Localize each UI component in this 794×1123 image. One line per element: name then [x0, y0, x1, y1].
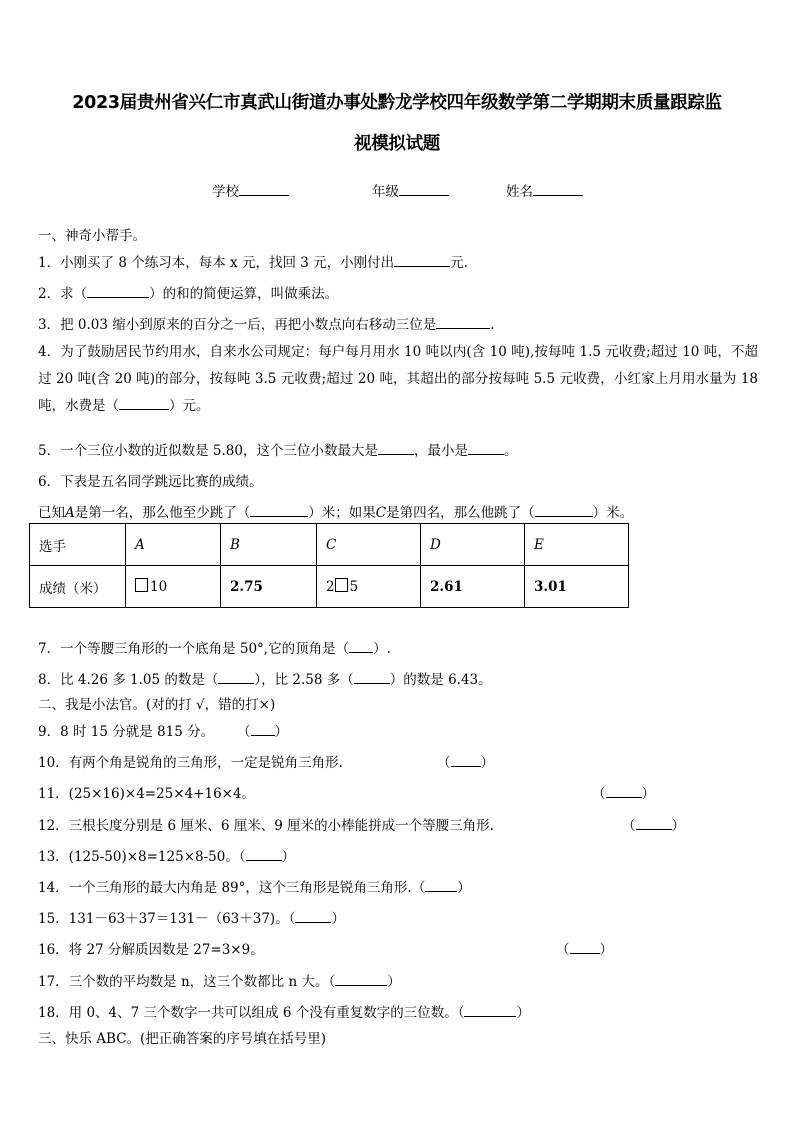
question-15: [38, 907, 345, 927]
name-label: 姓名: [506, 184, 533, 200]
question-17: [38, 970, 401, 990]
question-8: [38, 668, 492, 688]
score-b-cell: 2.75: [221, 566, 317, 608]
question-5-blank-min: [468, 440, 504, 455]
question-11: 11．(25×16)×4=25×4+16×4。: [38, 786, 256, 802]
question-4-blank: [119, 395, 169, 410]
paren-left: （: [238, 849, 246, 865]
question-6-line2: [38, 501, 633, 521]
score-a-value: 10: [150, 579, 168, 595]
question-13: [38, 845, 295, 865]
grade-field: [372, 180, 449, 200]
question-13-text: 13．(125-50)×8=125×8-50。: [38, 849, 239, 865]
school-field: [212, 180, 289, 200]
question-2-tail: ）的和的简便运算，叫做乘法。: [149, 286, 339, 302]
table-header-cell: B: [221, 524, 317, 566]
question-7-tail: ）.: [373, 641, 391, 657]
q6-text-b: 是第一名，那么他至少跳了（: [74, 505, 251, 521]
question-5-blank-max: [378, 440, 414, 455]
grade-label: 年级: [372, 184, 399, 200]
question-4: [38, 339, 758, 420]
paren-right: ）: [671, 818, 685, 834]
question-3-tail: .: [490, 317, 495, 333]
missing-digit-box: [335, 578, 348, 592]
exam-title-line2: 视模拟试题: [354, 134, 440, 154]
question-18-text: 18．用 0、4、7 三个数字一共可以组成 6 个没有重复数字的三位数。: [38, 1005, 458, 1021]
school-label: 学校: [212, 184, 239, 200]
name-field: [506, 180, 583, 200]
question-4-tail: ）元。: [169, 398, 210, 414]
question-18: [38, 1001, 530, 1021]
answer-blank: [295, 908, 331, 923]
question-14: [38, 876, 471, 896]
question-9: 9．8 时 15 分就是 815 分。: [38, 724, 215, 740]
question-3: [38, 313, 495, 333]
question-11-answer: [592, 782, 655, 802]
question-3-blank: [436, 314, 490, 329]
question-5-tail: 。: [503, 443, 518, 459]
paren-right: ）: [274, 724, 288, 740]
answer-blank: [246, 846, 282, 861]
paren-left: （: [328, 974, 336, 990]
score-e-cell: 3.01: [525, 566, 629, 608]
name-blank: [533, 181, 583, 196]
question-1: [38, 251, 468, 271]
question-10-answer: [437, 751, 494, 771]
q6-var-c: C: [375, 505, 387, 521]
question-9-answer: [237, 720, 288, 740]
question-1-text: 1．小刚买了 8 个练习本，每本 x 元，找回 3 元，小刚付出: [38, 255, 395, 271]
score-a-cell: [126, 566, 221, 608]
table-row-label: 成绩（米）: [30, 566, 126, 608]
paren-left: （: [457, 1005, 465, 1021]
section3-heading: 三、快乐 ABC。(把正确答案的序号填在括号里): [38, 1031, 327, 1047]
missing-digit-box: [135, 578, 148, 592]
score-c-pre: 2: [326, 579, 335, 595]
grade-blank: [399, 181, 449, 196]
paren-right: ）: [331, 911, 345, 927]
paren-right: ）: [599, 942, 613, 958]
question-1-blank: [394, 252, 450, 267]
paren-left: （: [237, 724, 251, 740]
question-8-tail: ）的数是 6.43。: [389, 672, 492, 688]
question-5-mid: ，最小是: [413, 443, 468, 459]
answer-blank: [451, 752, 481, 767]
score-c-post: 5: [349, 579, 359, 595]
answer-blank: [335, 971, 387, 986]
question-8-blank-1: [218, 669, 254, 684]
table-row-header: [30, 524, 629, 566]
table-header-cell: A: [126, 524, 221, 566]
question-12: 12．三根长度分别是 6 厘米、6 厘米、9 厘米的小棒能拼成一个等腰三角形.: [38, 818, 494, 834]
question-10: 10．有两个角是锐角的三角形，一定是锐角三角形.: [38, 755, 343, 771]
section2-heading: 二、我是小法官。(对的打 √，错的打×): [38, 697, 276, 713]
paren-left: （: [622, 818, 636, 834]
school-blank: [239, 181, 289, 196]
question-16: 16．将 27 分解质因数是 27=3×9。: [38, 942, 264, 958]
question-17-text: 17．三个数的平均数是 n，这三个数都比 n 大。: [38, 974, 329, 990]
question-4-text: 4．为了鼓励居民节约用水，自来水公司规定：每户每月用水 10 吨以内(含 10 吨),按每吨 1.5 元收费;超过 10 吨，不超过 20 吨(含 20 吨)的部分，按每吨 3.5 元收费;超过 20 吨，其超出的部分按每吨 5.5 元收费，小红家上月用水量为 18 吨，水费是（: [38, 344, 758, 414]
paren-right: ）: [281, 849, 296, 865]
question-6: 6．下表是五名同学跳远比赛的成绩。: [38, 474, 263, 490]
q6-text-c: ）米；如果: [308, 505, 376, 521]
section1-heading: 一、神奇小帮手。: [38, 228, 146, 244]
question-16-answer: [556, 938, 613, 958]
question-5: [38, 439, 517, 459]
question-8-blank-2: [354, 669, 390, 684]
score-d-cell: 2.61: [421, 566, 525, 608]
paren-right: ）: [457, 880, 471, 896]
table-header-cell: E: [525, 524, 629, 566]
question-15-text: 15．131－63＋37＝131－（63＋37)。: [38, 911, 289, 927]
question-2-text: 2．求（: [38, 286, 88, 302]
answer-blank: [606, 783, 642, 798]
table-row-scores: [30, 566, 629, 608]
question-14-text: 14．一个三角形的最大内角是 89°，这个三角形是锐角三角形.: [38, 880, 412, 896]
question-8-text: 8．比 4.26 多 1.05 的数是（: [38, 672, 219, 688]
paren-left: （: [411, 880, 426, 896]
question-7-blank: [349, 638, 373, 653]
q6-known: 已知: [38, 505, 65, 521]
score-c-cell: [317, 566, 421, 608]
paren-right: ）: [480, 755, 494, 771]
q6-blank-1: [250, 502, 308, 517]
paren-right: ）: [641, 786, 655, 802]
question-3-text: 3．把 0.03 缩小到原来的百分之一后，再把小数点向右移动三位是: [38, 317, 437, 333]
table-header-cell: 选手: [30, 524, 126, 566]
question-2: [38, 282, 338, 302]
question-12-answer: [622, 814, 685, 834]
question-2-blank: [87, 283, 149, 298]
q6-var-a: A: [65, 505, 75, 521]
paren-left: （: [556, 942, 570, 958]
answer-blank: [251, 721, 275, 736]
exam-title-line1: 2023届贵州省兴仁市真武山街道办事处黔龙学校四年级数学第二学期期末质量跟踪监: [72, 93, 722, 113]
answer-blank: [636, 815, 672, 830]
q6-text-d: 是第四名，那么他跳了（: [386, 505, 535, 521]
question-7-text: 7．一个等腰三角形的一个底角是 50°,它的顶角是（: [38, 641, 350, 657]
score-table: [29, 523, 629, 608]
table-header-cell: D: [421, 524, 525, 566]
question-7: [38, 637, 391, 657]
paren-right: ）: [516, 1005, 530, 1021]
paren-right: ）: [387, 974, 401, 990]
q6-text-e: ）米。: [592, 505, 634, 521]
answer-blank: [570, 939, 600, 954]
question-5-text: 5．一个三位小数的近似数是 5.80，这个三位小数最大是: [38, 443, 378, 459]
paren-left: （: [592, 786, 606, 802]
paren-left: （: [288, 911, 296, 927]
answer-blank: [425, 877, 457, 892]
question-1-unit: 元.: [450, 255, 468, 271]
q6-blank-2: [535, 502, 593, 517]
question-8-mid: ），比 2.58 多（: [254, 672, 354, 688]
answer-blank: [464, 1002, 516, 1017]
table-header-cell: C: [317, 524, 421, 566]
paren-left: （: [437, 755, 451, 771]
